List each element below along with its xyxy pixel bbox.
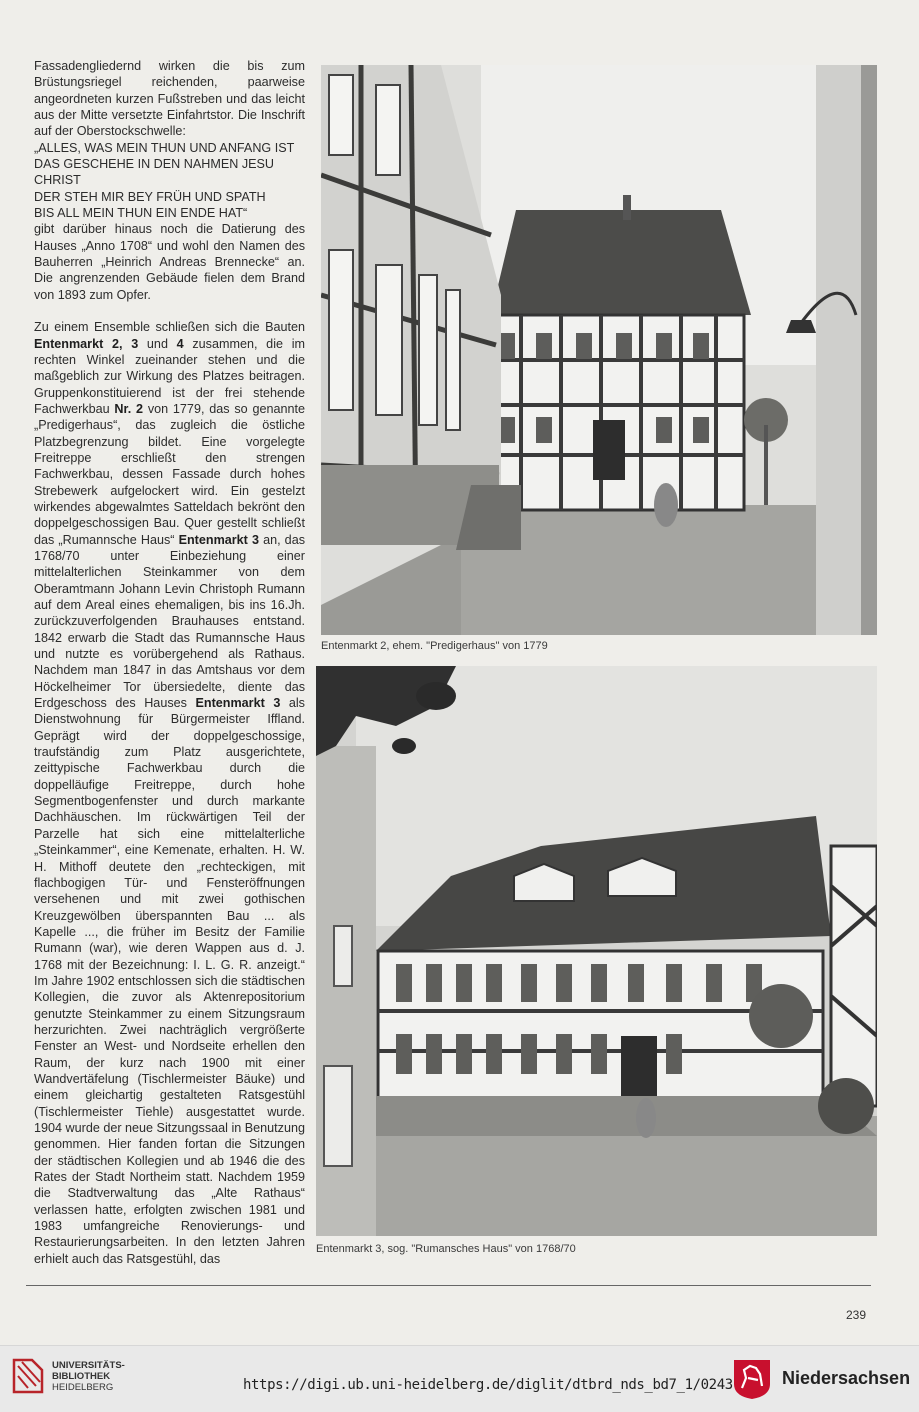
university-name: [52, 1360, 125, 1393]
p2-text-g: als Dienstwohnung für Bürgermeister Iffland. Geprägt wird der doppelgeschossige, traufständig zum Platz ausgerichtete, zeittypische Fachwerkbau durch die doppelläufige Freitreppe, durch hohe Segmentbogenfenster und durch markante Dachhäuschen. Im rückwärtigen Teil der Parzelle hat sich eine mittelalterliche „Steinkammer“, eine Kemenate, erhalten. H. W. H. Mithoff deutete den „rechteckigen, mit flachbogigen Tür- und Fensteröffnungen versehenen und mit zwei gothischen Kreuzgewölben überspannten Bau ... als Kapelle ..., die früher im Besitz der Familie Rumann (war), wie deren Wappen aus d. J. 1768 mit der Bezeichnung: I. L. G. R. anzeigt.“ Im Jahre 1902 entschlossen sich die städtischen Kollegien, die zuvor als Aktenrepositorium genutzte Steinkammer zu einem Sitzungsraum herzurichten. Zwei nachträglich vergrößerte Fenster an West- und Nordseite erhellen den Raum, der kurz nach 1900 mit einer Wandvertäfelung (Tischlermeister Bäuke) und einem gleichartig gestalteten Ratsgestühl (Tischlermeister Tiehle) ausgestattet wurde. 1904 wurde der neue Sitzungssaal in Benutzung genommen. Hier fanden fortan die Sitzungen der städtischen Kollegien und ab 1946 die des Rates der Stadt Northeim statt. Nachdem 1959 die Stadtverwaltung das „Alte Rathaus“ verlassen hatte, erfolgten zwischen 1981 und 1983 umfangreiche Renovierungs- und Restaurierungsarbeiten. In den letzten Jahren erhielt auch das Ratsgestühl, das: [34, 696, 305, 1266]
p2-text-a: Zu einem Ensemble schließen sich die Bauten: [34, 320, 305, 335]
p2-text-d: zusammen, die im rechten Winkel zueinander stehen und die maßgeblich zur Wirkung des Platzes beitragen. Gruppenkonstituierend ist der frei stehende Fachwerkbau: [34, 336, 305, 416]
niedersachsen-label: Niedersachsen: [782, 1368, 911, 1388]
uni-name-line-2: BIBLIOTHEK: [52, 1371, 111, 1382]
inscription-line-1: „ALLES, WAS MEIN THUN UND ANFANG IST: [34, 140, 295, 155]
photo-rumannsches-haus: [316, 666, 877, 1236]
photo-predigerhaus-image: [321, 65, 877, 635]
p2-bold-4: Entenmarkt 3: [178, 532, 259, 547]
inscription-line-4: DER STEH MIR BEY FRÜH UND SPATH: [34, 189, 266, 204]
university-logo-glyph: [10, 1356, 46, 1396]
footer-rule: [26, 1285, 871, 1286]
inscription-line-3: CHRIST: [34, 173, 81, 188]
paragraph-1: Fassadengliedernd wirken die bis zum Brüstungsriegel reichenden, paarweise angeordneten kurzen Fußstreben und das leicht aus der Mitte versetzte Einfahrtstor. Die Inschrift auf der Oberstockschwelle:: [34, 59, 305, 139]
photo-rumannsches-haus-image: [316, 666, 877, 1236]
p2-bold-5: Entenmarkt 3: [195, 696, 281, 711]
p2-bold-2: 4: [176, 336, 184, 351]
photo-predigerhaus: [321, 65, 877, 635]
p2-bold-3: Nr. 2: [114, 401, 144, 416]
p2-text-c: und: [138, 336, 177, 351]
niedersachsen-horse-icon[interactable]: [732, 1358, 772, 1405]
uni-name-line-3: HEIDELBERG: [52, 1382, 114, 1393]
university-logo-icon[interactable]: [10, 1356, 46, 1401]
niedersachsen-crest-glyph: [732, 1358, 772, 1400]
caption-photo-1: Entenmarkt 2, ehem. "Predigerhaus" von 1779: [321, 640, 548, 652]
p2-text-f: an, das 1768/70 unter Einbeziehung einer mittelalterlichen Steinkammer von dem Oberamtmann Johann Levin Christoph Rumann auf dem Areal eines ehemaligen, bis ins 16.Jh. zurückzuverfolgenden Brauhauses entstand. 1842 erwarb die Stadt das Rumannsche Haus und nutzte es vorübergehend als Rathaus. Nachdem man 1847 in das Amtshaus vor dem Höckelheimer Tor übersiedelte, diente das Erdgeschoss des Hauses: [34, 532, 305, 711]
page-number: 239: [846, 1308, 867, 1322]
paragraph-1-end: gibt darüber hinaus noch die Datierung des Hauses „Anno 1708“ und wohl den Namen des Bauherren „Heinrich Andreas Brennecke“ an. Die angrenzenden Gebäude fielen dem Brand von 1893 zum Opfer.: [34, 222, 305, 302]
p2-bold-1: Entenmarkt 2, 3: [34, 336, 139, 351]
paragraph-2: [34, 319, 305, 1267]
uni-name-line-1: UNIVERSITÄTS-: [52, 1360, 125, 1371]
viewer-footer: [0, 1345, 919, 1412]
p2-text-e: von 1779, das so genannte „Predigerhaus“, das zugleich die östliche Platzbegrenzung bildet. Eine vorgelegte Freitreppe erschließt den strengen Fachwerkbau, dessen Fassade durch hohes Strebewerk aufgelockert wird. Ein gestelzt wirkendes abgewalmtes Satteldach bekrönt den doppelgeschossigen Bau. Quer gestellt schließt das „Rumannsche Haus“: [34, 401, 305, 547]
text-column: [34, 58, 305, 1267]
document-url[interactable]: https://digi.ub.uni-heidelberg.de/diglit/dtbrd_nds_bd7_1/0243: [243, 1377, 733, 1393]
inscription-line-5: BIS ALL MEIN THUN EIN ENDE HAT“: [34, 206, 248, 221]
caption-photo-2: Entenmarkt 3, sog. "Rumansches Haus" von 1768/70: [316, 1243, 576, 1255]
inscription-line-2: DAS GESCHEHE IN DEN NAHMEN JESU: [34, 157, 275, 172]
